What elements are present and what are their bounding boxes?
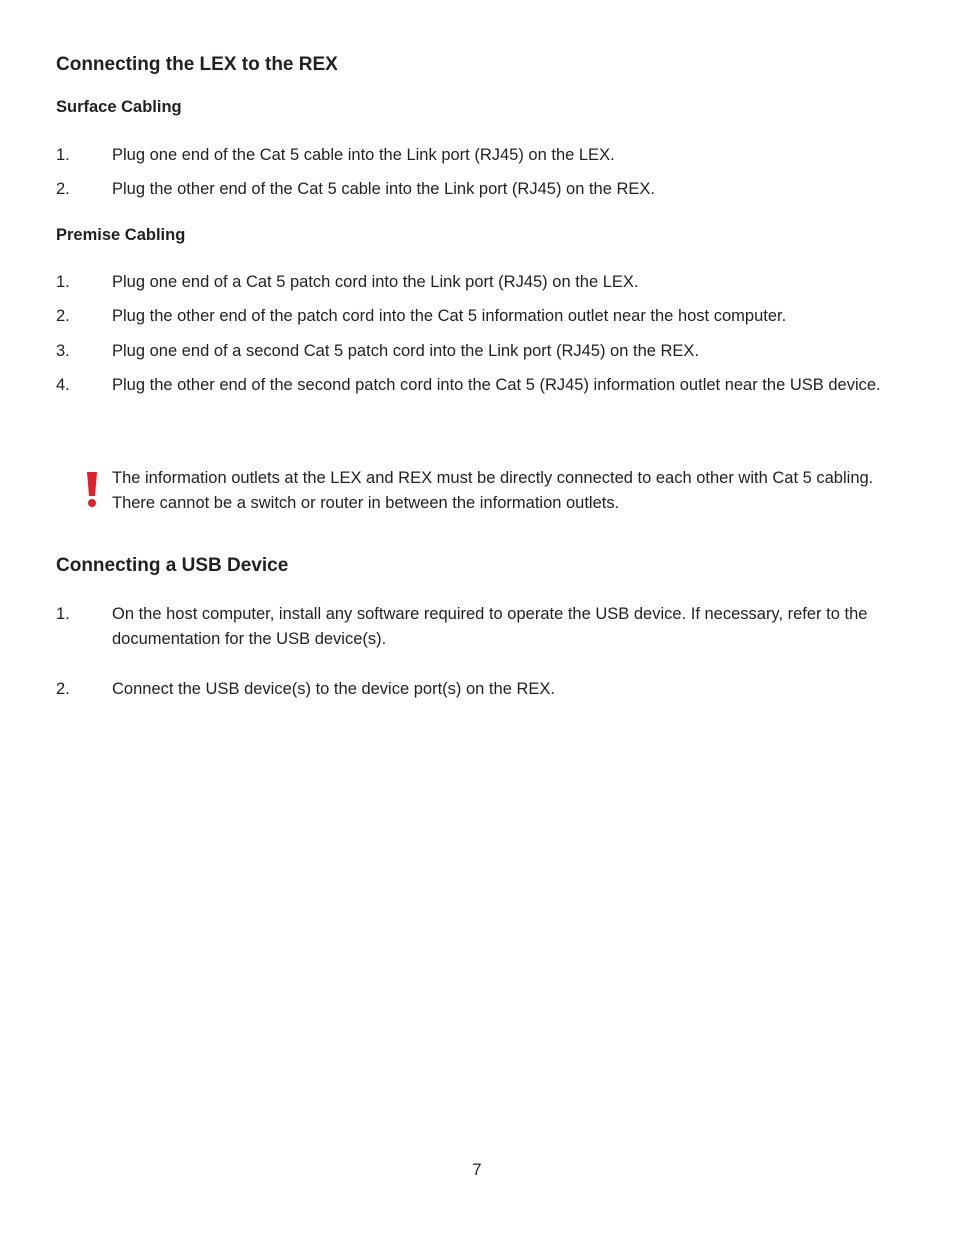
- step-text: Plug one end of a Cat 5 patch cord into the Link port (RJ45) on the LEX.: [112, 273, 639, 291]
- section-title-lex-rex: Connecting the LEX to the REX: [56, 54, 338, 75]
- exclamation-icon: [85, 472, 99, 508]
- warning-note: [56, 466, 906, 518]
- step-number: 2.: [56, 680, 70, 698]
- warning-text: The information outlets at the LEX and REX must be directly connected to each other with Cat 5 cabling. There cannot be a switch or router in between the information outlets.: [112, 469, 874, 512]
- page-number: 7: [472, 1161, 482, 1179]
- subsection-title-premise-cabling: Premise Cabling: [56, 226, 186, 244]
- step-text: Plug the other end of the Cat 5 cable into the Link port (RJ45) on the REX.: [112, 180, 655, 198]
- step-text: Connect the USB device(s) to the device port(s) on the REX.: [112, 680, 555, 698]
- step-number: 1.: [56, 146, 70, 164]
- section-title-usb-device: Connecting a USB Device: [56, 555, 289, 576]
- step-number: 1.: [56, 605, 70, 623]
- step-number: 1.: [56, 273, 70, 291]
- subsection-title-surface-cabling: Surface Cabling: [56, 98, 182, 116]
- step-number: 2.: [56, 180, 70, 198]
- step-number: 2.: [56, 307, 70, 325]
- step-text: On the host computer, install any software required to operate the USB device. If necessary, refer to the documentation for the USB device(s).: [112, 605, 868, 648]
- step-text: Plug one end of a second Cat 5 patch cord into the Link port (RJ45) on the REX.: [112, 342, 700, 360]
- step-number: 3.: [56, 342, 70, 360]
- step-text: Plug the other end of the second patch cord into the Cat 5 (RJ45) information outlet near the USB device.: [112, 376, 881, 394]
- step-text: Plug one end of the Cat 5 cable into the Link port (RJ45) on the LEX.: [112, 146, 615, 164]
- step-number: 4.: [56, 376, 70, 394]
- step-text: Plug the other end of the patch cord into the Cat 5 information outlet near the host computer.: [112, 307, 787, 325]
